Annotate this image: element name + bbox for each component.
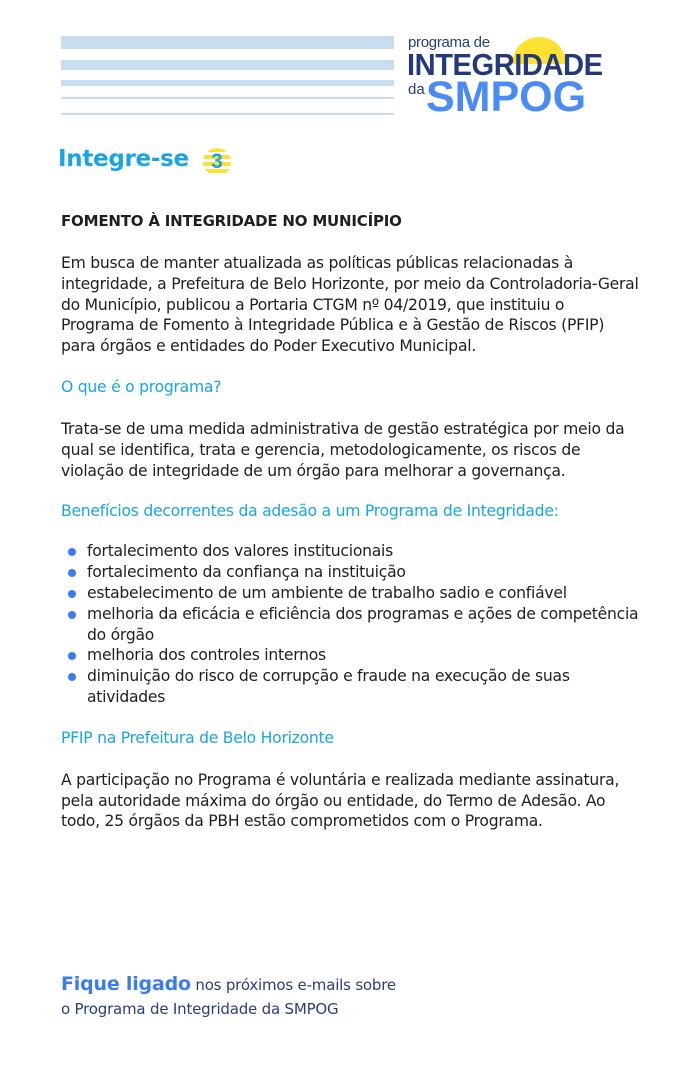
list-item xyxy=(61,666,641,708)
logo-line3: SMPOG xyxy=(426,73,587,121)
list-item-text: diminuição do risco de corrupção e fraude na execução de suas atividades xyxy=(87,667,570,706)
benefits-list xyxy=(61,541,641,707)
header-line xyxy=(61,113,394,115)
section-heading-pfip: PFIP na Prefeitura de Belo Horizonte xyxy=(61,728,334,747)
header-line xyxy=(61,80,394,86)
section-body-what-is: Trata-se de uma medida administrativa de gestão estratégica por meio da qual se identifica, trata e gerencia, metodologicamente, os riscos de violação de integridade de um órgão para melhorar a governança. xyxy=(61,419,625,480)
issue-number-badge xyxy=(203,148,231,176)
footer-callout xyxy=(61,972,561,1021)
article xyxy=(61,212,641,832)
list-item xyxy=(61,562,641,583)
article-title: FOMENTO À INTEGRIDADE NO MUNICÍPIO xyxy=(61,212,402,230)
bullet-icon xyxy=(68,652,76,660)
list-item-text: fortalecimento dos valores institucionais xyxy=(87,542,394,561)
logo-line3-prefix: da xyxy=(408,81,425,98)
footer-line2: o Programa de Integridade da SMPOG xyxy=(61,1000,339,1018)
bullet-icon xyxy=(68,673,76,681)
list-item-text: melhoria dos controles internos xyxy=(87,646,326,665)
footer-line1 xyxy=(61,972,561,997)
list-item xyxy=(61,604,641,646)
bullet-icon xyxy=(68,569,76,577)
section-heading-benefits: Benefícios decorrentes da adesão a um Programa de Integridade: xyxy=(61,502,559,521)
footer-line1-text: nos próximos e-mails sobre xyxy=(190,976,396,994)
list-item xyxy=(61,645,641,666)
footer-highlight: Fique ligado xyxy=(61,973,191,995)
list-item-text: melhoria da eficácia e eficiência dos programas e ações de competência do órgão xyxy=(87,604,639,644)
bullet-icon xyxy=(68,611,76,619)
list-item-text: estabelecimento de um ambiente de trabalho sadio e confiável xyxy=(87,583,567,602)
program-logo xyxy=(408,34,633,120)
bullet-icon xyxy=(68,590,76,598)
section-heading-what-is: O que é o programa? xyxy=(61,377,222,396)
list-item xyxy=(61,541,641,562)
section-title: Integre-se xyxy=(58,146,189,172)
list-item-text: fortalecimento da confiança na instituição xyxy=(87,563,406,582)
bullet-icon xyxy=(68,548,76,556)
section-body-pfip: A participação no Programa é voluntária e realizada mediante assinatura, pela autoridade máxima do órgão ou entidade, do Termo de Adesão. Ao todo, 25 órgãos da PBH estão comprometidos com o Programa. xyxy=(61,770,620,831)
header-line xyxy=(61,36,394,49)
logo-line1: programa de xyxy=(408,34,490,51)
issue-number: 3 xyxy=(211,150,223,173)
list-item xyxy=(61,583,641,604)
header-line xyxy=(61,60,394,70)
article-intro: Em busca de manter atualizada as políticas públicas relacionadas à integridade, a Prefeitura de Belo Horizonte, por meio da Controladoria-Geral do Município, publicou a Portaria CTGM nº 04/2019, que instituiu o Programa de Fomento à Integridade Pública e à Gestão de Riscos (PFIP) para órgãos e entidades do Poder Executivo Municipal. xyxy=(61,254,639,356)
logo-line2: INTEGRIDADE xyxy=(407,47,603,82)
header-line xyxy=(61,97,394,99)
